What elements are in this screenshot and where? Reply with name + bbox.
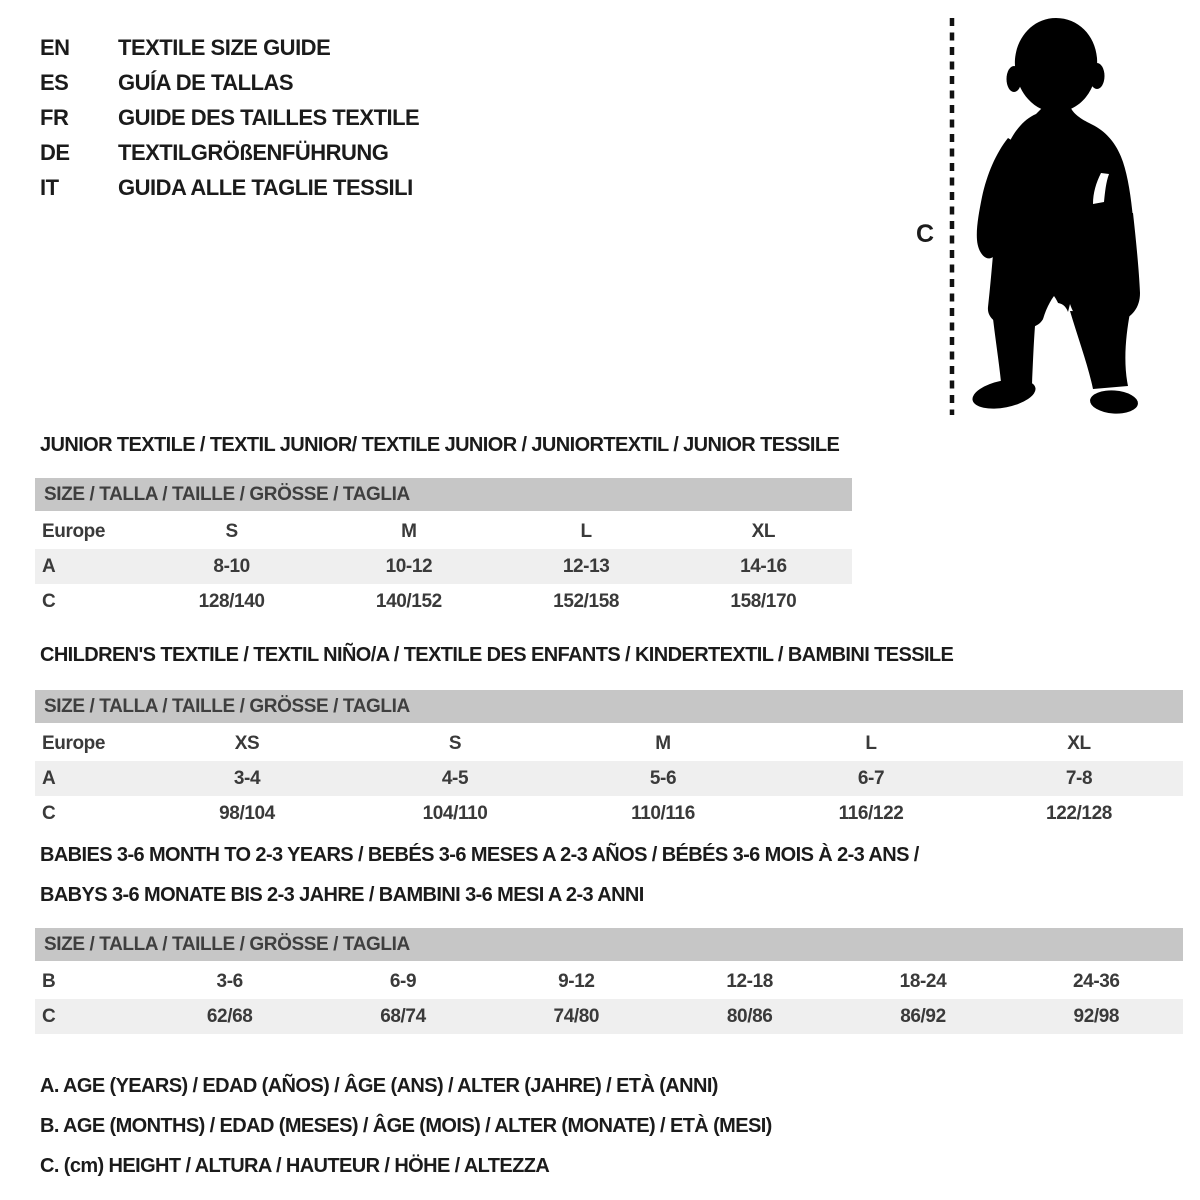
row-label: Europe [42, 732, 106, 754]
age-value: 8-10 [213, 555, 250, 577]
height-value: 62/68 [206, 1005, 253, 1027]
height-value: 104/110 [422, 802, 488, 824]
measure-legend [40, 1066, 772, 1186]
table-row-age-months [35, 964, 1183, 999]
age-value: 24-36 [1073, 970, 1120, 992]
age-value: 7-8 [1065, 767, 1093, 789]
table-row-height-cm [35, 796, 1183, 831]
height-value: 74/80 [553, 1005, 600, 1027]
height-value: 68/74 [380, 1005, 426, 1027]
height-value: 86/92 [900, 1005, 946, 1027]
row-label: Europe [42, 520, 106, 542]
age-value: 10-12 [385, 555, 433, 577]
size-value: L [865, 732, 877, 754]
legend-age-years: A. AGE (YEARS) / EDAD (AÑOS) / ÂGE (ANS) / ALTER (JAHRE) / ETÀ (ANNI) [40, 1075, 718, 1097]
row-label: B [42, 970, 56, 992]
height-value: 128/140 [198, 590, 265, 612]
children-size-table [35, 690, 1183, 831]
language-row-fr [40, 100, 419, 135]
age-value: 3-4 [233, 767, 261, 789]
language-row-it [40, 170, 419, 205]
age-value: 6-9 [389, 970, 417, 992]
age-value: 9-12 [558, 970, 595, 992]
language-row-es [40, 65, 419, 100]
row-label: A [42, 555, 56, 577]
children-section-title: CHILDREN'S TEXTILE / TEXTIL NIÑO/A / TEXTILE DES ENFANTS / KINDERTEXTIL / BAMBINI TESSILE [40, 644, 954, 666]
size-value: XL [751, 520, 776, 542]
row-label: C [42, 802, 56, 824]
babies-size-table [35, 928, 1183, 1034]
legend-age-months: B. AGE (MONTHS) / EDAD (MESES) / ÂGE (MOIS) / ALTER (MONATE) / ETÀ (MESI) [40, 1115, 772, 1137]
height-value: 158/170 [730, 590, 797, 612]
babies-section-title-line1: BABIES 3-6 MONTH TO 2-3 YEARS / BEBÉS 3-6 MESES A 2-3 AÑOS / BÉBÉS 3-6 MOIS À 2-3 ANS / [40, 844, 919, 866]
age-value: 5-6 [649, 767, 677, 789]
toddler-silhouette-icon [900, 12, 1150, 422]
row-label: C [42, 1005, 56, 1027]
table-row-height-cm [35, 999, 1183, 1034]
row-label: A [42, 767, 56, 789]
table-row-europe [35, 726, 1183, 761]
language-code: ES [40, 69, 69, 95]
age-value: 3-6 [216, 970, 243, 992]
height-value: 140/152 [375, 590, 442, 612]
junior-size-table [35, 478, 852, 619]
language-title-list [40, 30, 419, 205]
guide-title-en: TEXTILE SIZE GUIDE [118, 34, 331, 60]
age-value: 18-24 [899, 970, 947, 992]
age-value: 14-16 [740, 555, 787, 577]
guide-title-fr: GUIDE DES TAILLES TEXTILE [118, 104, 420, 130]
guide-title-it: GUIDA ALLE TAGLIE TESSILI [118, 174, 413, 200]
size-header-bar: SIZE / TALLA / TAILLE / GRÖSSE / TAGLIA [35, 928, 1183, 961]
age-value: 12-13 [562, 555, 610, 577]
height-value: 116/122 [838, 802, 904, 824]
height-value: 110/116 [631, 802, 695, 824]
height-value: 122/128 [1046, 802, 1112, 824]
guide-title-es: GUÍA DE TALLAS [118, 69, 294, 95]
table-row-europe [35, 514, 852, 549]
toddler-body-shape [970, 18, 1140, 415]
height-measure-figure [900, 12, 1150, 422]
table-row-age-years [35, 761, 1183, 796]
babies-section-title-line2: BABYS 3-6 MONATE BIS 2-3 JAHRE / BAMBINI 3-6 MESI A 2-3 ANNI [40, 884, 644, 906]
language-code: FR [40, 104, 69, 130]
size-value: XS [234, 732, 260, 754]
size-header-bar: SIZE / TALLA / TAILLE / GRÖSSE / TAGLIA [35, 478, 852, 511]
size-value: XL [1067, 732, 1091, 754]
size-value: L [580, 520, 592, 542]
row-label: C [42, 590, 56, 612]
language-code: IT [40, 174, 59, 200]
height-value: 152/158 [553, 590, 620, 612]
language-code: DE [40, 139, 70, 165]
age-value: 4-5 [441, 767, 469, 789]
table-row-height-cm [35, 584, 852, 619]
height-value: 92/98 [1073, 1005, 1120, 1027]
legend-height-cm: C. (cm) HEIGHT / ALTURA / HAUTEUR / HÖHE / ALTEZZA [40, 1155, 550, 1177]
height-value: 98/104 [219, 802, 275, 824]
table-row-age-years [35, 549, 852, 584]
language-code: EN [40, 34, 70, 60]
guide-title-de: TEXTILGRÖßENFÜHRUNG [118, 139, 389, 165]
junior-section-title: JUNIOR TEXTILE / TEXTIL JUNIOR/ TEXTILE JUNIOR / JUNIORTEXTIL / JUNIOR TESSILE [40, 434, 840, 456]
language-row-de [40, 135, 419, 170]
size-value: S [225, 520, 238, 542]
age-value: 6-7 [857, 767, 885, 789]
age-value: 12-18 [726, 970, 773, 992]
size-value: S [448, 732, 462, 754]
size-value: M [655, 732, 671, 754]
height-label: C [916, 220, 935, 248]
height-value: 80/86 [726, 1005, 773, 1027]
size-header-bar: SIZE / TALLA / TAILLE / GRÖSSE / TAGLIA [35, 690, 1183, 723]
size-value: M [401, 520, 417, 542]
language-row-en [40, 30, 419, 65]
